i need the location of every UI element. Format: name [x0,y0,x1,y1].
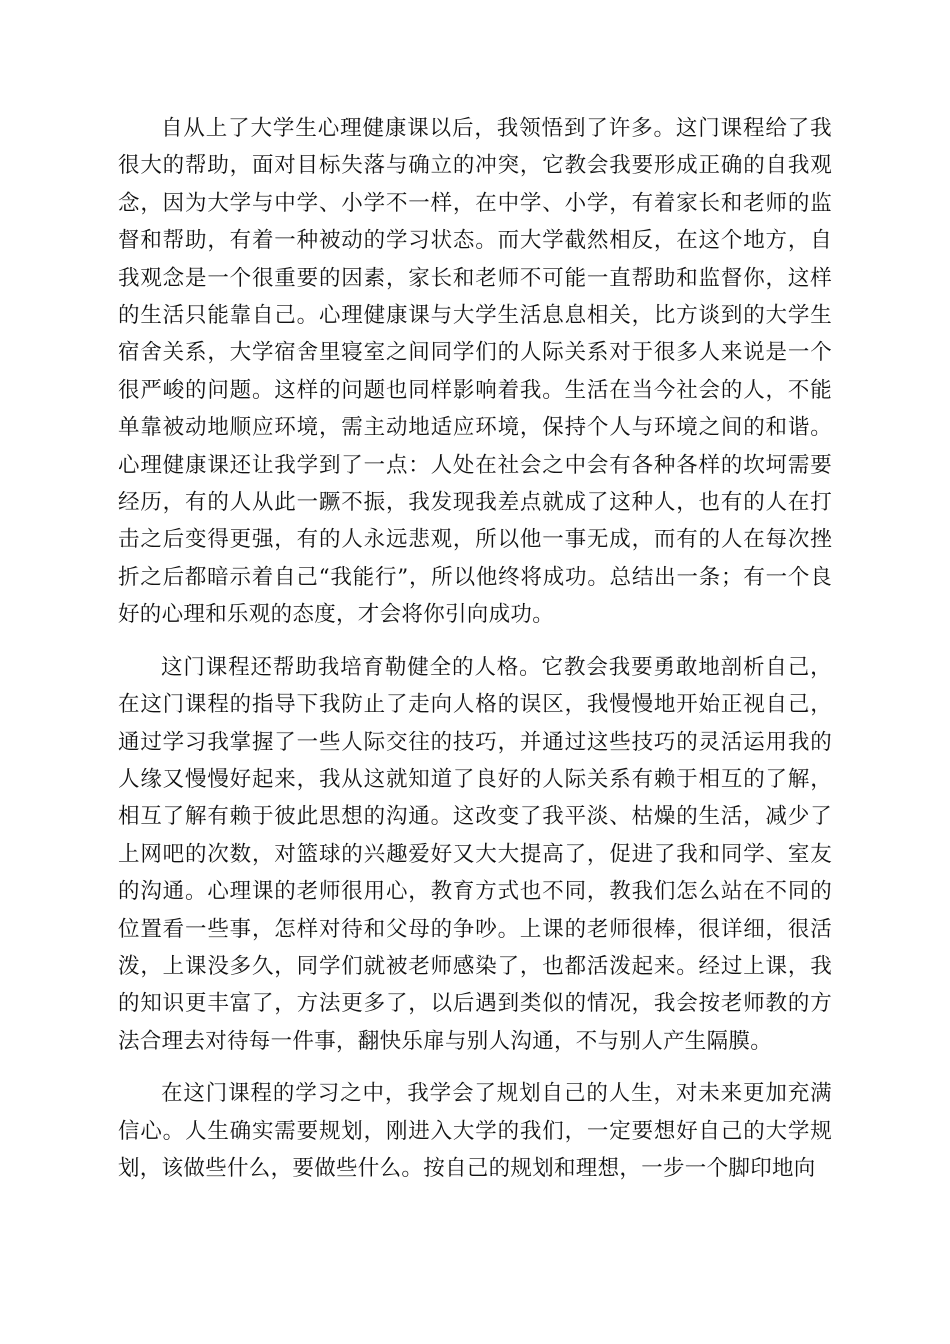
paragraph-1: 自从上了大学生心理健康课以后，我领悟到了许多。这门课程给了我很大的帮助，面对目标失落与确立的冲突，它教会我要形成正确的自我观念，因为大学与中学、小学不一样，在中学、小学，有着家长和老师的监督和帮助，有着一种被动的学习状态。而大学截然相反，在这个地方，自我观念是一个很重要的因素，家长和老师不可能一直帮助和监督你，这样的生活只能靠自己。心理健康课与大学生活息息相关，比方谈到的大学生宿舍关系，大学宿舍里寝室之间同学们的人际关系对于很多人来说是一个很严峻的问题。这样的问题也同样影响着我。生活在当今社会的人，不能单靠被动地顺应环境，需主动地适应环境，保持个人与环境之间的和谐。心理健康课还让我学到了一点：人处在社会之中会有各种各样的坎坷需要经历，有的人从此一蹶不振，我发现我差点就成了这种人，也有的人在打击之后变得更强，有的人永远悲观，所以他一事无成，而有的人在每次挫折之后都暗示着自己“我能行”，所以他终将成功。总结出一条；有一个良好的心理和乐观的态度，才会将你引向成功。 [118,116,832,628]
paragraph-2: 这门课程还帮助我培育勒健全的人格。它教会我要勇敢地剖析自己，在这门课程的指导下我防止了走向人格的误区，我慢慢地开始正视自己，通过学习我掌握了一些人际交往的技巧，并通过这些技巧的灵活运用我的人缘又慢慢好起来，我从这就知道了良好的人际关系有赖于相互的了解，相互了解有赖于彼此思想的沟通。这改变了我平淡、枯燥的生活，减少了上网吧的次数，对篮球的兴趣爱好又大大提高了，促进了我和同学、室友的沟通。心理课的老师很用心，教育方式也不同，教我们怎么站在不同的位置看一些事，怎样对待和父母的争吵。上课的老师很棒，很详细，很活泼，上课没多久，同学们就被老师感染了，也都活泼起来。经过上课，我的知识更丰富了，方法更多了，以后遇到类似的情况，我会按老师教的方法合理去对待每一件事，翻快乐扉与别人沟通，不与别人产生隔膜。 [118,654,832,1054]
paragraph-3: 在这门课程的学习之中，我学会了规划自己的人生，对未来更加充满信心。人生确实需要规划，刚进入大学的我们，一定要想好自己的大学规划，该做些什么，要做些什么。按自己的规划和理想，一步一个脚印地向 [118,1081,832,1181]
